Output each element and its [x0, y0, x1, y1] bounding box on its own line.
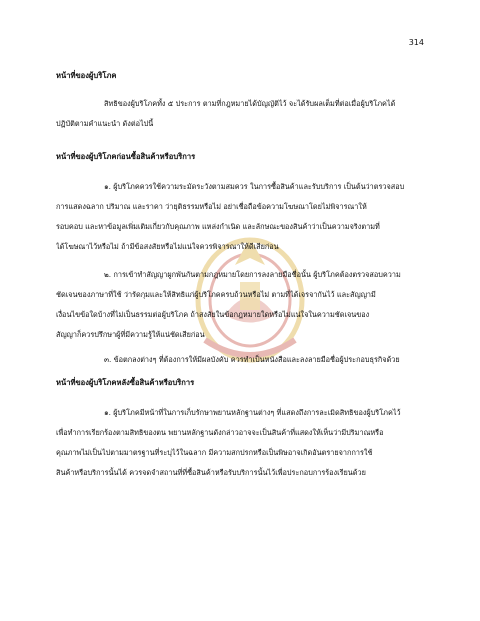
paragraph-line: ๓. ข้อตกลงต่างๆ ที่ต้องการให้มีผลบังคับ ควรทำเป็นหนังสือและลงลายมือชื่อผู้ประกอบธุรกิจด้วย	[104, 355, 400, 364]
paragraph-line: รอบคอบ และหาข้อมูลเพิ่มเติมเกี่ยวกับคุณภาพ แหล่งกำเนิด และลักษณะของสินค้าว่าเป็นความจริงตามที่	[56, 222, 380, 231]
paragraph-line: สินค้าหรือบริการนั้นได้ ควรจดจำสถานที่ที่ซื้อสินค้าหรือรับบริการนั้นไว้เพื่อประกอบการร้องเรียนด้วย	[56, 468, 366, 477]
paragraph-before-1	[56, 177, 426, 257]
paragraph-intro	[56, 94, 426, 134]
section-heading-consumer-duties: หน้าที่ของผู้บริโภค	[56, 71, 117, 80]
paragraph-line: ชัดเจนของภาษาที่ใช้ ว่ารัดกุมและให้สิทธิแก่ผู้บริโภคครบถ้วนหรือไม่ ตามที่ได้เจรจากันไว้ และสัญญามี	[56, 290, 376, 299]
paragraph-line: สัญญาก็ควรปรึกษาผู้ที่มีความรู้ให้แน่ชัดเสียก่อน	[56, 330, 205, 339]
paragraph-line: ได้โฆษณาไว้หรือไม่ ถ้ามีข้อสงสัยหรือไม่แน่ใจควรพิจารณาให้ดีเสียก่อน	[56, 242, 279, 251]
paragraph-line: การแสดงฉลาก ปริมาณ และราคา ว่ายุติธรรมหรือไม่ อย่าเชื่อถือข้อความโฆษณาโดยไม่พิจารณาให้	[56, 202, 367, 211]
paragraph-before-3	[56, 350, 426, 370]
paragraph-before-2	[56, 265, 426, 345]
paragraph-line: เพื่อทำการเรียกร้องตามสิทธิของตน พยานหลักฐานดังกล่าวอาจจะเป็นสินค้าที่แสดงให้เห็นว่ามีปริมาณหรือ	[56, 428, 384, 437]
section-heading-after-purchase: หน้าที่ของผู้บริโภคหลังซื้อสินค้าหรือบริการ	[56, 378, 195, 387]
paragraph-after-1	[56, 403, 426, 483]
page-number: 314	[408, 38, 424, 47]
paragraph-line: เงื่อนไขข้อใดบ้างที่ไม่เป็นธรรมต่อผู้บริโภค ถ้าสงสัยในข้อกฎหมายใดหรือไม่แน่ใจในความชัดเจนของ	[56, 310, 370, 319]
paragraph-line: ๑. ผู้บริโภคควรใช้ความระมัดระวังตามสมควร ในการซื้อสินค้าและรับบริการ เป็นต้นว่าตรวจสอบ	[104, 182, 405, 191]
paragraph-line: ๒. การเข้าทำสัญญาผูกพันกันตามกฎหมายโดยการลงลายมือชื่อนั้น ผู้บริโภคต้องตรวจสอบความ	[104, 270, 401, 279]
paragraph-line: ๑. ผู้บริโภคมีหน้าที่ในการเก็บรักษาพยานหลักฐานต่างๆ ที่แสดงถึงการละเมิดสิทธิของผู้บริโภคไว้	[104, 408, 401, 417]
paragraph-line: คุณภาพไม่เป็นไปตามมาตรฐานที่ระบุไว้ในฉลาก มีความสกปรกหรือเป็นพิษอาจเกิดอันตรายจากการใช้	[56, 448, 373, 457]
paragraph-line: สิทธิของผู้บริโภคทั้ง ๕ ประการ ตามที่กฎหมายได้บัญญัติไว้ จะได้รับผลเต็มที่ต่อเมื่อผู้บริโภคได้	[104, 99, 396, 108]
paragraph-line: ปฏิบัติตามคำแนะนำ ดังต่อไปนี้	[56, 119, 154, 128]
section-heading-before-purchase: หน้าที่ของผู้บริโภคก่อนซื้อสินค้าหรือบริการ	[56, 152, 196, 161]
